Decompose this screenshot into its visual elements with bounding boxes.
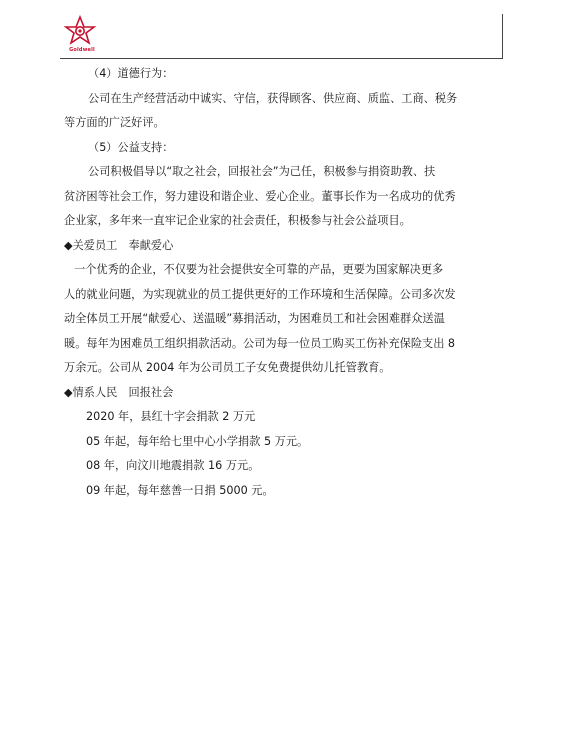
paragraph-moral	[64, 87, 512, 136]
paragraph-line: 贫济困等社会工作，努力建设和谐企业、爱心企业。董事长作为一名成功的优秀	[64, 189, 456, 203]
paragraph-welfare	[64, 160, 512, 234]
logo-text: Goldwell	[69, 47, 95, 53]
donation-item: 08 年，向汶川地震捐款 16 万元。	[86, 459, 260, 472]
section-heading-people: ◆情系人民 回报社会	[64, 385, 174, 399]
paragraph-line: 企业家，多年来一直牢记企业家的社会责任，积极参与社会公益项目。	[64, 214, 411, 227]
paragraph-line: 人的就业问题，为实现就业的员工提供更好的工作环境和生活保障。公司多次发	[64, 287, 456, 301]
donation-item: 05 年起，每年给七里中心小学捐款 5 万元。	[86, 434, 309, 448]
paragraph-line: 暖。每年为困难员工组织捐款活动。公司为每一位员工购买工伤补充保险支出 8	[64, 336, 456, 350]
paragraph-line: 等方面的广泛好评。	[64, 116, 165, 129]
section-heading-moral: （4）道德行为：	[88, 67, 174, 80]
section-heading-care: ◆关爱员工 奉献爱心	[64, 238, 174, 252]
paragraph-care	[64, 258, 512, 381]
donation-item: 09 年起，每年慈善一日捐 5000 元。	[86, 483, 274, 497]
paragraph-line: 一个优秀的企业，不仅要为社会提供安全可靠的产品，更要为国家解决更多	[74, 263, 444, 276]
paragraph-line: 万余元。公司从 2004 年为公司员工子女免费提供幼儿托管教育。	[64, 361, 391, 374]
document-body	[64, 62, 512, 503]
header-rule-right	[502, 14, 503, 58]
paragraph-line: 公司积极倡导以“取之社会，回报社会”为己任，积极参与捐资助教、扶	[88, 165, 436, 178]
paragraph-line: 公司在生产经营活动中诚实、守信，获得顾客、供应商、质监、工商、税务	[88, 91, 458, 105]
section-heading-welfare: （5）公益支持：	[88, 140, 174, 154]
donation-item: 2020 年，县红十字会捐款 2 万元	[86, 410, 256, 423]
page-header	[60, 14, 503, 59]
paragraph-line: 动全体员工开展“献爱心、送温暖”募捐活动，为困难员工和社会困难群众送温	[64, 312, 445, 325]
goldwell-logo-icon	[62, 14, 98, 56]
